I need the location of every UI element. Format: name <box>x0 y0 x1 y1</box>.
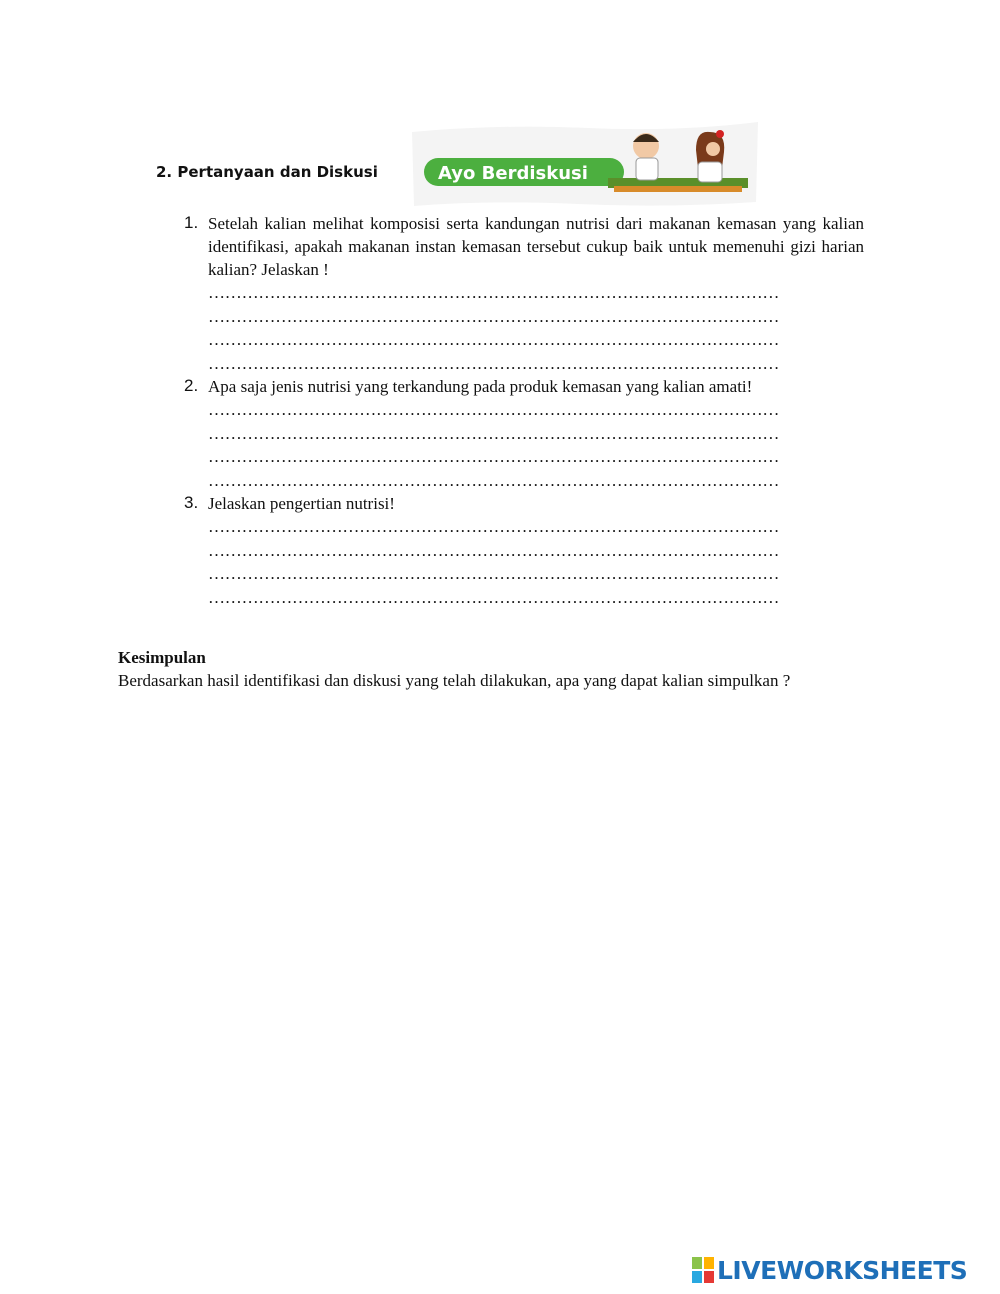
section-number: 2. <box>156 163 173 181</box>
answer-line[interactable]: ………………………………………………………………………………………… <box>208 470 780 490</box>
question-text: Apa saja jenis nutrisi yang terkandung pada produk kemasan yang kalian amati! <box>208 377 753 396</box>
conclusion-text: Berdasarkan hasil identifikasi dan diskusi yang telah dilakukan, apa yang dapat kalian simpulkan ? <box>118 671 791 690</box>
question-item <box>184 212 874 375</box>
answer-line[interactable]: ………………………………………………………………………………………… <box>208 447 780 466</box>
answer-line[interactable]: ………………………………………………………………………………………… <box>208 564 780 583</box>
answer-line[interactable]: ………………………………………………………………………………………… <box>208 400 780 419</box>
answer-line[interactable]: ………………………………………………………………………………………… <box>208 540 780 560</box>
answer-line[interactable]: ………………………………………………………………………………………… <box>208 353 780 373</box>
answer-line[interactable]: ………………………………………………………………………………………… <box>208 306 780 326</box>
section-title: Pertanyaan dan Diskusi <box>177 163 378 181</box>
question-text: Jelaskan pengertian nutrisi! <box>208 494 395 513</box>
liveworksheets-icon <box>692 1257 714 1283</box>
ayo-berdiskusi-banner <box>408 118 760 210</box>
liveworksheets-wordmark: LIVEWORKSHEETS <box>717 1255 968 1285</box>
question-item <box>184 375 874 492</box>
question-item <box>184 492 874 609</box>
answer-line[interactable]: ………………………………………………………………………………………… <box>208 423 780 443</box>
question-list <box>184 212 874 609</box>
answer-line[interactable]: ………………………………………………………………………………………… <box>208 330 780 349</box>
question-text: Setelah kalian melihat komposisi serta kandungan nutrisi dari makanan kemasan yang kalian identifikasi, apakah makanan instan kemasan tersebut cukup baik untuk memenuhi gizi harian kalian? Jelaskan ! <box>208 214 864 279</box>
question-number: 1. <box>184 213 199 232</box>
banner-label: Ayo Berdiskusi <box>438 163 588 184</box>
conclusion-title: Kesimpulan <box>118 648 206 667</box>
question-number: 2. <box>184 376 199 395</box>
section-heading <box>156 163 378 181</box>
answer-line[interactable]: ………………………………………………………………………………………… <box>208 587 780 607</box>
liveworksheets-logo <box>692 1254 967 1286</box>
question-number: 3. <box>184 493 199 512</box>
answer-line[interactable]: ………………………………………………………………………………………… <box>208 283 780 302</box>
answer-line[interactable]: ………………………………………………………………………………………… <box>208 517 780 536</box>
